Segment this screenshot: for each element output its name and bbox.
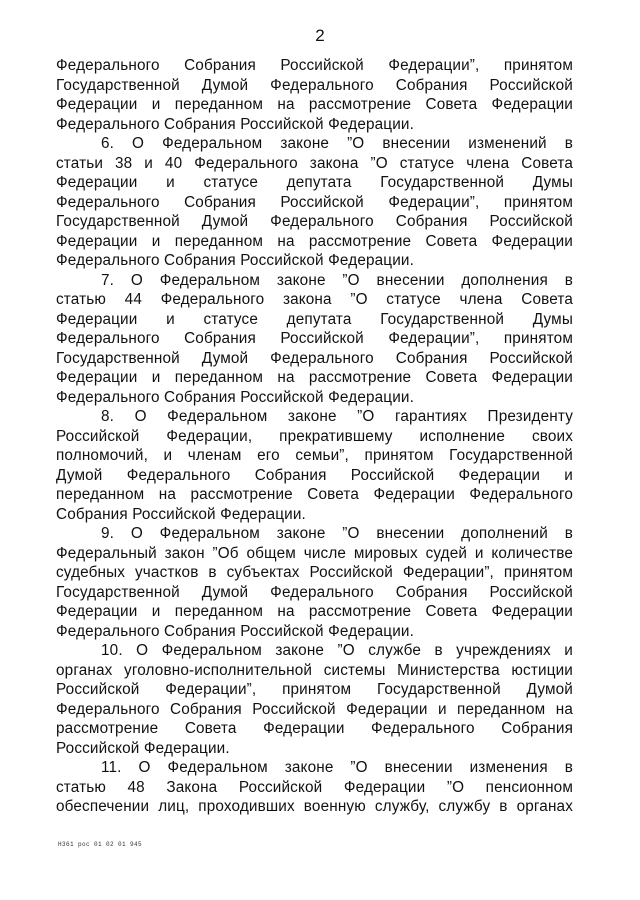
paragraph	[56, 407, 573, 524]
text-line: Федерального Собрания Российской Федерации.	[56, 388, 414, 406]
text-line: статью 44 Федерального закона ”О статусе члена Совета	[56, 291, 573, 308]
text-line: 8. О Федеральном законе ”О гарантиях Президенту	[101, 408, 573, 425]
text-line: обеспечении лиц, проходивших военную службу, службу в органах	[56, 798, 573, 815]
text-line: 6. О Федеральном законе ”О внесении изменений в	[101, 135, 573, 152]
text-line: переданном на рассмотрение Совета Федерации Федерального	[56, 486, 573, 503]
paragraph	[56, 758, 573, 817]
text-line: Федерального Собрания Российской Федерации”, принятом	[56, 57, 573, 74]
paragraph	[56, 641, 573, 758]
text-line: Федерации и статусе депутата Государственной Думы	[56, 310, 573, 328]
text-line: 11. О Федеральном законе ”О внесении изменения в	[101, 759, 573, 776]
text-line: Государственной Думой Федерального Собрания Российской	[56, 213, 573, 230]
text-line: Федеральный закон ”Об общем числе мировых судей и количестве	[56, 544, 573, 562]
text-line: Федерации и переданном на рассмотрение Совета Федерации	[56, 603, 573, 620]
text-line: органах уголовно-исполнительной системы Министерства юстиции	[56, 661, 573, 679]
text-line: 7. О Федеральном законе ”О внесении дополнения в	[101, 271, 573, 289]
text-line: полномочий, и членам его семьи”, принятом Государственной	[56, 447, 573, 464]
text-line: Федерации и переданном на рассмотрение Совета Федерации	[56, 369, 573, 386]
text-line: Государственной Думой Федерального Собрания Российской	[56, 349, 573, 367]
text-line: рассмотрение Совета Федерации Федерального Собрания	[56, 720, 573, 737]
text-line: статьи 38 и 40 Федерального закона ”О статусе члена Совета	[56, 154, 573, 172]
text-line: судебных участков в субъектах Российской Федерации”, принятом	[56, 564, 573, 581]
text-line: 10. О Федеральном законе ”О службе в учреждениях и	[101, 642, 573, 659]
text-line: Федерального Собрания Российской Федерации.	[56, 252, 414, 269]
text-line: Российской Федерации”, принятом Государственной Думой	[56, 681, 573, 698]
page-number: 2	[315, 26, 325, 45]
text-line: Государственной Думой Федерального Собрания Российской	[56, 583, 573, 601]
text-line: Федерального Собрания Российской Федерации”, принятом	[56, 193, 573, 211]
text-line: Федерального Собрания Российской Федерации.	[56, 622, 414, 640]
text-line: Государственной Думой Федерального Собрания Российской	[56, 76, 573, 94]
text-line: Федерального Собрания Российской Федерации”, принятом	[56, 330, 573, 347]
paragraph	[56, 56, 573, 134]
text-line: Российской Федерации, прекратившему исполнение своих	[56, 427, 573, 445]
paragraph	[56, 134, 573, 271]
text-line: 9. О Федеральном законе ”О внесении дополнений в	[101, 525, 573, 542]
paragraph	[56, 524, 573, 641]
text-line: Собрания Российской Федерации.	[56, 505, 306, 523]
text-line: Российской Федерации.	[56, 739, 230, 757]
text-line: Федерального Собрания Российской Федерации и переданном на	[56, 700, 573, 718]
document-body	[56, 56, 573, 817]
text-line: Федерации и переданном на рассмотрение Совета Федерации	[56, 96, 573, 113]
text-line: Федерального Собрания Российской Федерации.	[56, 115, 414, 133]
paragraph	[56, 271, 573, 408]
text-line: Федерации и статусе депутата Государственной Думы	[56, 174, 573, 191]
text-line: Федерации и переданном на рассмотрение Совета Федерации	[56, 232, 573, 250]
footer-code: Н361 рос 01 02 01 945	[58, 841, 143, 848]
text-line: Думой Федерального Собрания Российской Федерации и	[56, 466, 573, 484]
text-line: статью 48 Закона Российской Федерации ”О пенсионном	[56, 778, 573, 796]
